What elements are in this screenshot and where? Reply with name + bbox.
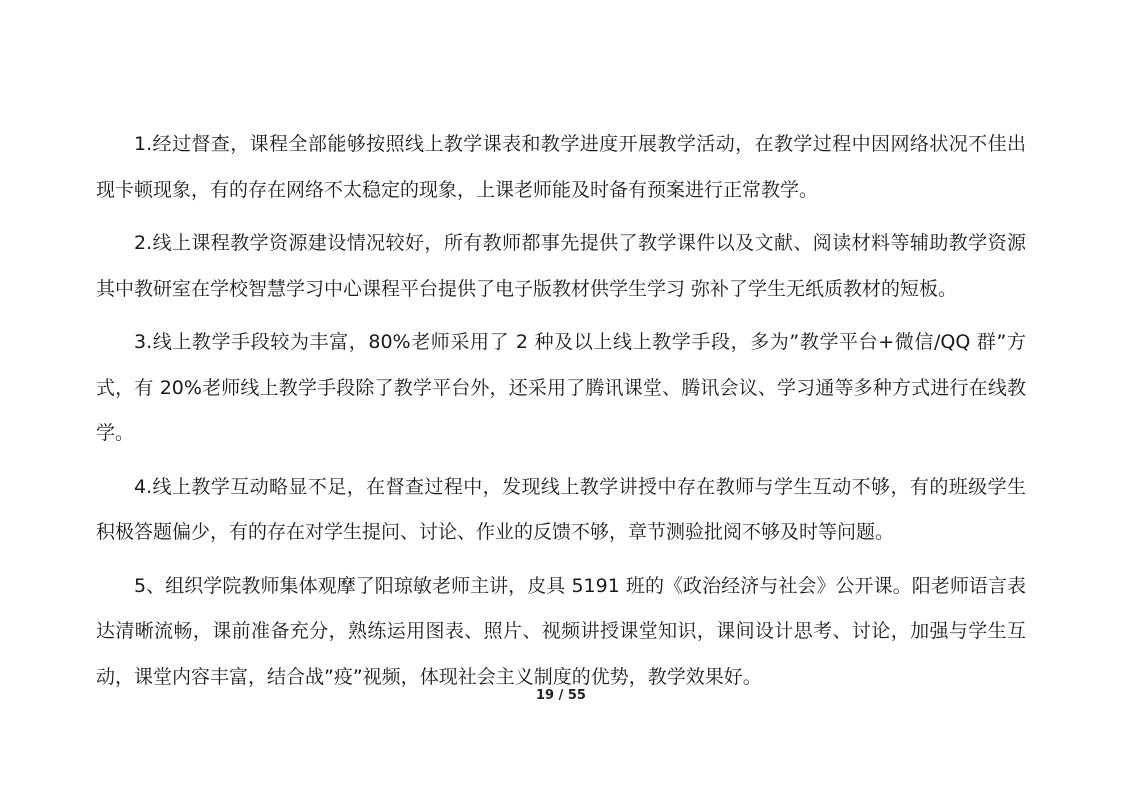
paragraph-5: 5、组织学院教师集体观摩了阳琼敏老师主讲，皮具 5191 班的《政治经济与社会》公开课。阳老师语言表达清晰流畅，课前准备充分，熟练运用图表、照片、视频讲授课堂知识，课间设计思考、讨论，加强与学生互动，课堂内容丰富，结合战”疫”视频，体现社会主义制度的优势，教学效果好。 [96,574,1026,688]
paragraph-2: 2.线上课程教学资源建设情况较好，所有教师都事先提供了教学课件以及文献、阅读材料等辅助教学资源 其中教研室在学校智慧学习中心课程平台提供了电子版教材供学生学习 弥补了学生无纸质教材的短板。 [96,232,1026,300]
paragraph-4: 4.线上教学互动略显不足，在督查过程中，发现线上教学讲授中存在教师与学生互动不够，有的班级学生积极答题偏少，有的存在对学生提问、讨论、作业的反馈不够，章节测验批阅不够及时等问题。 [96,475,1026,543]
paragraph-1: 1.经过督查，课程全部能够按照线上教学课表和教学进度开展教学活动，在教学过程中因网络状况不佳出现卡顿现象，有的存在网络不太稳定的现象，上课老师能及时备有预案进行正常教学。 [96,133,1026,201]
paragraph-3: 3.线上教学手段较为丰富，80%老师采用了 2 种及以上线上教学手段，多为”教学平台+微信/QQ 群”方式，有 20%老师线上教学手段除了教学平台外，还采用了腾讯课堂、腾讯会议、学习通等多种方式进行在线教学。 [96,331,1026,444]
document-body [96,122,1026,708]
page-number: 19 / 55 [536,688,586,703]
